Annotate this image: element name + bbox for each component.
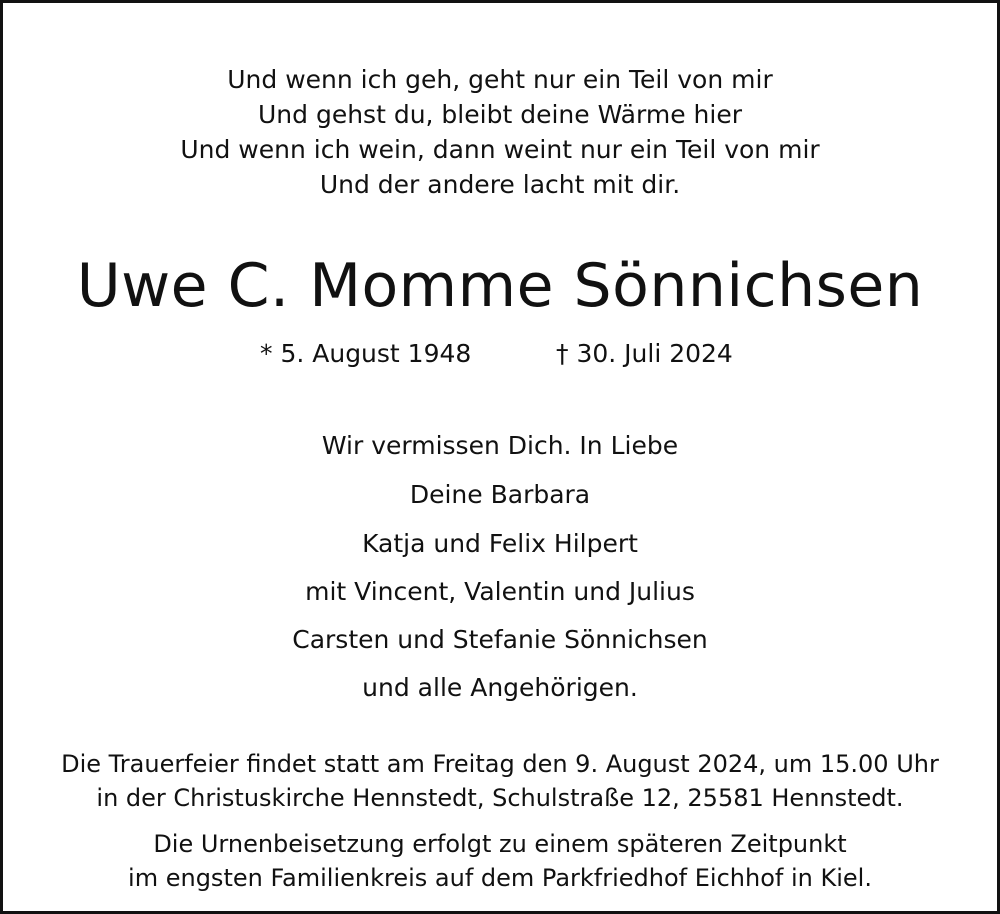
ceremony-line-2: in der Christuskirche Hennstedt, Schulstraße 12, 25581 Hennstedt. <box>96 784 904 812</box>
family-line-4: mit Vincent, Valentin und Julius <box>305 577 695 606</box>
poem-line-4: Und der andere lacht mit dir. <box>319 170 681 199</box>
poem-line-2: Und gehst du, bleibt deine Wärme hier <box>258 100 742 129</box>
deceased-name: Uwe C. Momme Sönnichsen <box>76 251 924 321</box>
death-date: † 30. Juli 2024 <box>556 339 733 368</box>
ceremony-line-1: Die Trauerfeier findet statt am Freitag den 9. August 2024, um 15.00 Uhr <box>61 750 939 778</box>
burial-line-1: Die Urnenbeisetzung erfolgt zu einem späteren Zeitpunkt <box>153 830 847 858</box>
burial-line-2: im engsten Familienkreis auf dem Parkfriedhof Eichhof in Kiel. <box>128 864 872 892</box>
family-line-1: Wir vermissen Dich. In Liebe <box>321 431 679 460</box>
poem-line-3: Und wenn ich wein, dann weint nur ein Teil von mir <box>180 135 820 164</box>
poem-line-1: Und wenn ich geh, geht nur ein Teil von mir <box>227 65 773 94</box>
family-line-3: Katja und Felix Hilpert <box>362 529 638 558</box>
birth-date: * 5. August 1948 <box>260 339 472 368</box>
family-line-6: und alle Angehörigen. <box>362 673 638 702</box>
family-line-5: Carsten und Stefanie Sönnichsen <box>292 625 708 654</box>
family-line-2: Deine Barbara <box>409 480 591 509</box>
